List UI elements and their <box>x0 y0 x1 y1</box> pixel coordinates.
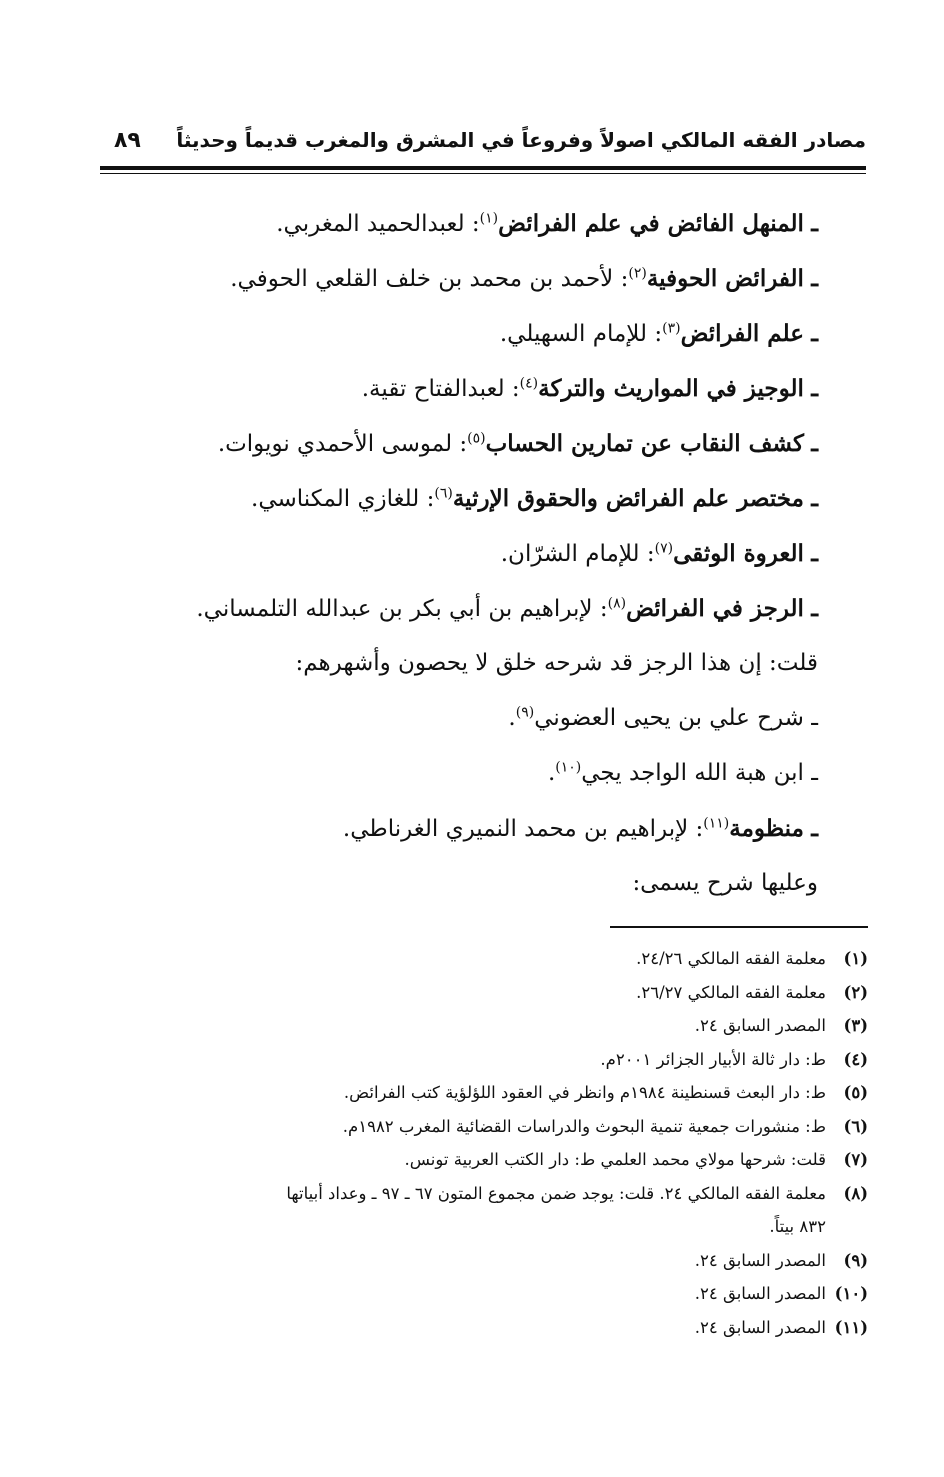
entry-title: الوجيز في المواريث والتركة <box>538 375 804 402</box>
entry-bullet: ـ <box>811 815 818 842</box>
footnote-number: (٧) <box>843 1150 868 1169</box>
footnote-number: (١١) <box>834 1317 868 1337</box>
footnote-text: المصدر السابق ٢٤. <box>694 1317 826 1337</box>
footnote-ref: (١) <box>479 210 499 227</box>
sub-entry-end: . <box>508 705 516 731</box>
entry <box>110 801 818 856</box>
entry-title: علم الفرائض <box>680 320 804 347</box>
footnote-number: (١٠) <box>834 1284 868 1303</box>
footnote-continuation: ٨٣٢ بيتاً. <box>769 1217 826 1236</box>
entry-text: : لموسى الأحمدي نويوات. <box>217 431 468 457</box>
entry-title: الفرائض الحوفية <box>646 265 804 292</box>
footnote-number: (٢) <box>843 982 868 1002</box>
footnote-ref: (٧) <box>654 540 674 557</box>
footnote-ref: (٦) <box>434 485 453 502</box>
footnote-number: (٨) <box>843 1183 868 1203</box>
entry-title: كشف النقاب عن تمارين الحساب <box>485 430 804 457</box>
footnote-text: ط: دار ثالة الأبيار الجزائر ٢٠٠١م. <box>600 1049 826 1069</box>
header-rule-thin <box>100 173 866 174</box>
entry <box>110 251 818 306</box>
sub-entry <box>110 691 818 746</box>
entry-title: منظومة <box>729 815 804 842</box>
footnote <box>108 1177 868 1211</box>
closing-line: وعليها شرح يسمى: <box>632 870 818 896</box>
entry-text: : للإمام الشرّان. <box>500 541 655 567</box>
footnote-ref: (١١) <box>703 815 730 832</box>
footnote-text: المصدر السابق ٢٤. <box>694 1250 826 1270</box>
entry <box>110 581 818 636</box>
entry-bullet: ـ <box>811 430 818 457</box>
footnote <box>108 1277 868 1311</box>
page-number: ٨٩ <box>114 128 141 153</box>
entry-title: مختصر علم الفرائض والحقوق الإرثية <box>452 485 804 512</box>
entry-text: : لأحمد بن محمد بن خلف القلعي الحوفي. <box>230 266 629 292</box>
footnotes <box>108 942 868 1344</box>
footnote-text: معلمة الفقه المالكي ٢٤/٢٦. <box>636 949 826 968</box>
footnote <box>108 976 868 1010</box>
footnote <box>108 1076 868 1110</box>
entry-text: : لعبدالفتاح تقية. <box>361 376 520 402</box>
main-text <box>110 196 818 911</box>
entry-title: العروة الوثقى <box>673 540 804 567</box>
footnote-number: (٤) <box>843 1049 868 1069</box>
footnote <box>108 1043 868 1077</box>
footnote-text: المصدر السابق ٢٤. <box>694 1284 826 1303</box>
footnote-ref: (٩) <box>515 704 535 721</box>
sub-entry-end: . <box>547 760 556 786</box>
entry-bullet: ـ <box>811 210 818 237</box>
entry-bullet: ـ <box>811 375 818 402</box>
note-line: قلت: إن هذا الرجز قد شرحه خلق لا يحصون وأشهرهم: <box>295 650 818 676</box>
sub-entry-bullet: ـ <box>811 760 818 786</box>
sub-entry-bullet: ـ <box>811 705 818 731</box>
footnote-ref: (١٠) <box>555 759 582 776</box>
footnote-ref: (٤) <box>519 375 539 392</box>
footnote-ref: (٢) <box>628 265 647 282</box>
footnote <box>108 1244 868 1278</box>
footnote-number: (١) <box>843 949 868 968</box>
header-title: مصادر الفقه المالكي اصولاً وفروعاً في المشرق والمغرب قديماً وحديثاً <box>176 128 866 152</box>
running-header <box>100 128 866 168</box>
entry-bullet: ـ <box>811 265 818 292</box>
footnote-text: قلت: شرحها مولاي محمد العلمي ط: دار الكتب العربية تونس. <box>404 1150 826 1169</box>
footnote <box>108 1311 868 1345</box>
header-rule-thick <box>100 166 866 170</box>
footnote <box>108 1009 868 1043</box>
entry-bullet: ـ <box>811 540 818 567</box>
entry <box>110 471 818 526</box>
entry <box>110 416 818 471</box>
entry <box>110 526 818 581</box>
entry-bullet: ـ <box>811 595 818 622</box>
footnote-ref: (٥) <box>467 430 486 447</box>
footnote-number: (٥) <box>843 1083 868 1102</box>
entry-text: : لإبراهيم بن أبي بكر بن عبدالله التلمساني. <box>196 596 608 622</box>
entry-text: : لعبدالحميد المغربي. <box>276 211 480 237</box>
footnote-text: المصدر السابق ٢٤. <box>694 1016 826 1035</box>
entry-text: : للغازي المكناسي. <box>251 486 435 512</box>
entry-text: : للإمام السهيلي. <box>499 321 663 347</box>
footnote-ref: (٨) <box>607 595 627 612</box>
footnote-number: (٣) <box>843 1016 868 1035</box>
entry <box>110 306 818 361</box>
footnote-text: معلمة الفقه المالكي ٢٤. قلت: يوجد ضمن مجموع المتون ٦٧ ـ ٩٧ ـ وعداد أبياتها <box>286 1183 826 1203</box>
entry <box>110 361 818 416</box>
footnote <box>108 1143 868 1177</box>
sub-entry-text: شرح علي بن يحيى العضوني <box>534 705 804 731</box>
footnote-ref: (٣) <box>662 320 681 337</box>
footnote <box>108 942 868 976</box>
entry-text: : لإبراهيم بن محمد النميري الغرناطي. <box>342 816 704 842</box>
entry-title: الرجز في الفرائض <box>626 595 804 622</box>
footnote-text: ط: دار البعث قسنطينة ١٩٨٤م وانظر في العقود اللؤلؤية كتب الفرائض. <box>343 1083 826 1102</box>
footnote-text: معلمة الفقه المالكي ٢٦/٢٧. <box>636 982 826 1002</box>
sub-entry <box>110 746 818 801</box>
footnote <box>108 1110 868 1144</box>
footnote-number: (٦) <box>843 1116 868 1136</box>
footnote-number: (٩) <box>843 1250 868 1270</box>
footnote-text: ط: منشورات جمعية تنمية البحوث والدراسات القضائية المغرب ١٩٨٢م. <box>342 1116 826 1136</box>
sub-entry-text: ابن هبة الله الواجد يجي <box>581 760 804 786</box>
entry-bullet: ـ <box>811 485 818 512</box>
entry <box>110 196 818 251</box>
footnote-divider <box>610 926 868 928</box>
entry-bullet: ـ <box>811 320 818 347</box>
entry-title: المنهل الفائض في علم الفرائض <box>498 210 804 237</box>
